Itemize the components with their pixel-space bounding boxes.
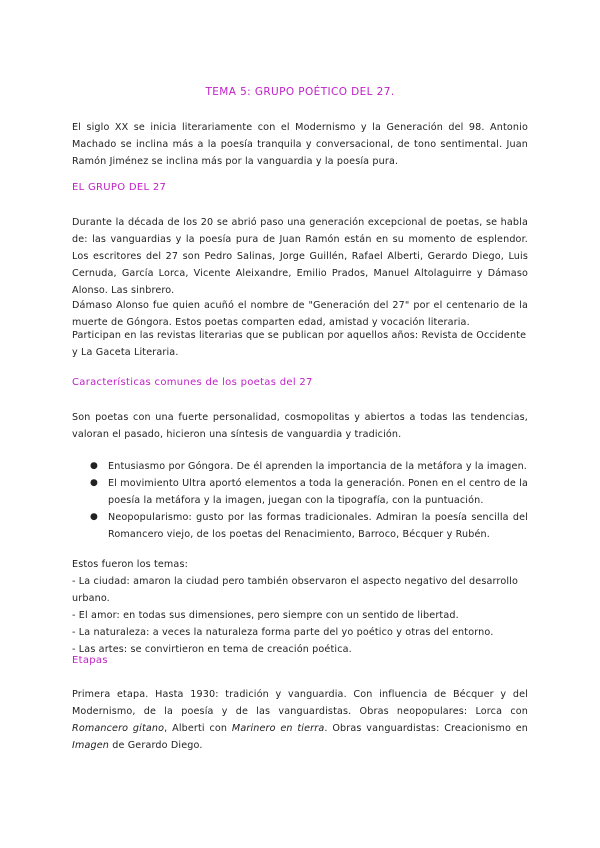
temas-intro: Estos fueron los temas: xyxy=(72,559,188,570)
bullet-icon: ● xyxy=(90,512,99,522)
bullet-icon: ● xyxy=(90,461,99,471)
grupo-paragraph-3: Participan en las revistas literarias que se publican por aquellos años: Revista de Occidente y La Gaceta Literaria. xyxy=(72,330,527,358)
caracteristicas-paragraph: Son poetas con una fuerte personalidad, cosmopolitas y abiertos a todas las tendencias, valoran el pasado, hicieron una síntesis de vanguardia y tradición. xyxy=(72,412,528,440)
list-item: ● Neopopularismo: gusto por las formas tradicionales. Admiran la poesía sencilla del Romancero viejo, de los poetas del Renacimiento, Barroco, Bécquer y Rubén. xyxy=(90,509,528,543)
caracteristicas-list xyxy=(90,458,528,543)
temas-block xyxy=(72,556,528,658)
list-item: ● Entusiasmo por Góngora. De él aprenden la importancia de la metáfora y la imagen. xyxy=(90,458,528,475)
intro-paragraph: El siglo XX se inicia literariamente con el Modernismo y la Generación del 98. Antonio Machado se inclina más a la poesía tranquila y conversacional, de tono sentimental. Juan Ramón Jiménez se inclina más por la vanguardia y la poesía pura. xyxy=(72,122,528,167)
etapas-paragraph: Primera etapa. Hasta 1930: tradición y vanguardia. Con influencia de Bécquer y del Modernismo, de la poesía y de las vanguardistas. Obras neopopulares: Lorca con Romancero gitano, Alberti con Marinero en tierra. Obras vanguardistas: Creacionismo en Imagen de Gerardo Diego. xyxy=(72,689,528,751)
tema-naturaleza: - La naturaleza: a veces la naturaleza forma parte del yo poético y otras del entorno. xyxy=(72,627,494,638)
grupo-paragraph-2: Dámaso Alonso fue quien acuñó el nombre de "Generación del 27" por el centenario de la muerte de Góngora. Estos poetas comparten edad, amistad y vocación literaria. xyxy=(72,300,528,328)
bullet-icon: ● xyxy=(90,478,99,488)
page-title: TEMA 5: GRUPO POÉTICO DEL 27. xyxy=(205,86,395,98)
section-heading-etapas: Etapas xyxy=(72,655,108,666)
section-heading-grupo: EL GRUPO DEL 27 xyxy=(72,182,167,193)
grupo-paragraph-1: Durante la década de los 20 se abrió paso una generación excepcional de poetas, se habla de: las vanguardias y la poesía pura de Juan Ramón están en su momento de esplendor. Los escritores del 27 son Pedro Salinas, Jorge Guillén, Rafael Alberti, Gerardo Diego, Luis Cernuda, García Lorca, Vicente Aleixandre, Emilio Prados, Manuel Altolaguirre y Dámaso Alonso. Las sinbrero. xyxy=(72,217,528,296)
tema-amor: - El amor: en todas sus dimensiones, pero siempre con un sentido de libertad. xyxy=(72,610,459,621)
tema-artes: - Las artes: se convirtieron en tema de creación poética. xyxy=(72,644,352,655)
list-item: ● El movimiento Ultra aportó elementos a toda la generación. Ponen en el centro de la poesía la metáfora y la imagen, juegan con la tipografía, con la puntuación. xyxy=(90,475,528,509)
section-heading-caracteristicas: Características comunes de los poetas del 27 xyxy=(72,377,313,388)
tema-ciudad: - La ciudad: amaron la ciudad pero también observaron el aspecto negativo del desarrollo urbano. xyxy=(72,576,518,604)
